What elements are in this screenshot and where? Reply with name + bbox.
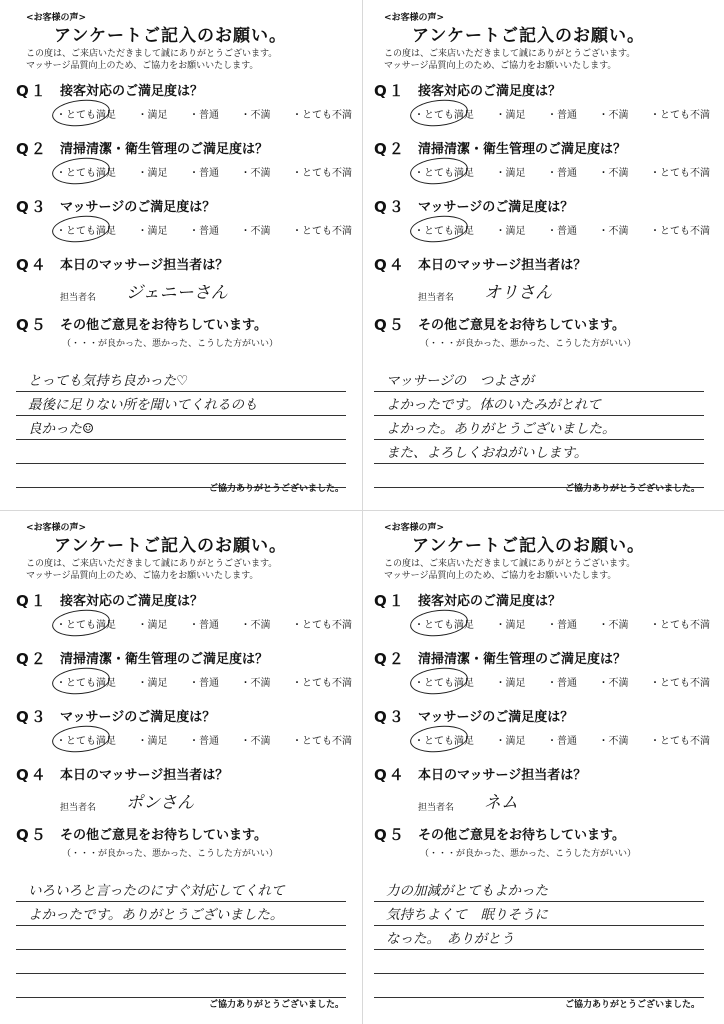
question-3	[16, 704, 356, 754]
rating-option[interactable]	[138, 674, 168, 689]
rating-option-label: ・満足	[495, 620, 526, 631]
rating-option-label: ・とても満足	[414, 110, 474, 121]
rating-option[interactable]	[292, 106, 352, 121]
rating-option[interactable]	[241, 106, 271, 121]
comment-line	[374, 974, 704, 998]
sheet-separator-vertical	[362, 0, 363, 1024]
rating-option-label: ・とても満足	[56, 736, 116, 747]
rating-option-label: ・満足	[137, 678, 168, 689]
selected-option-circle	[51, 607, 111, 639]
rating-options	[414, 732, 710, 747]
question-number: Q４	[374, 766, 406, 784]
rating-option[interactable]	[56, 106, 116, 121]
thank-you-note: ご協力ありがとうございました。	[208, 484, 344, 494]
rating-option[interactable]	[414, 164, 474, 179]
rating-option-label: ・とても不満	[292, 110, 352, 121]
question-number: Q１	[374, 592, 406, 610]
rating-option[interactable]	[650, 222, 710, 237]
rating-option[interactable]	[547, 106, 577, 121]
rating-option[interactable]	[189, 106, 219, 121]
comment-area[interactable]	[16, 878, 346, 998]
rating-option[interactable]	[292, 222, 352, 237]
question-text: 接客対応のご満足度は？	[60, 84, 204, 99]
comment-line	[374, 902, 704, 926]
question-text: 本日のマッサージ担当者は？	[418, 768, 587, 783]
rating-option-label: ・とても満足	[414, 620, 474, 631]
rating-option[interactable]	[496, 222, 526, 237]
thank-you-note: ご協力ありがとうございました。	[564, 484, 700, 494]
rating-option-label: ・満足	[495, 736, 526, 747]
question-4	[374, 252, 714, 312]
rating-option-label: ・とても満足	[56, 168, 116, 179]
question-number: Q２	[374, 650, 406, 668]
question-number: Q２	[16, 650, 48, 668]
staff-name-handwritten[interactable]: ネム	[484, 793, 518, 813]
rating-option[interactable]	[547, 616, 577, 631]
rating-option-label: ・とても満足	[414, 678, 474, 689]
rating-option-label: ・とても不満	[650, 168, 710, 179]
handwritten-comment: 気持ちよくて 眠りそうに	[386, 907, 548, 923]
comment-line	[374, 416, 704, 440]
question-3	[16, 194, 356, 244]
selected-option-circle	[51, 213, 111, 245]
rating-option-label: ・不満	[598, 226, 629, 237]
selected-option-circle	[409, 155, 469, 187]
handwritten-comment: よかったです。ありがとうございました。	[28, 907, 284, 923]
question-1	[374, 588, 714, 638]
question-text: 本日のマッサージ担当者は？	[60, 768, 229, 783]
question-text: その他ご意見をお待ちしています。	[60, 318, 267, 333]
rating-option-label: ・満足	[495, 168, 526, 179]
staff-name-label: 担当者名	[418, 803, 455, 813]
rating-option-label: ・満足	[137, 226, 168, 237]
rating-options	[56, 674, 352, 689]
intro-line: この度は、ご来店いただきまして誠にありがとうございます。	[26, 559, 278, 569]
survey-sheet	[8, 8, 360, 502]
rating-option-label: ・とても不満	[650, 736, 710, 747]
customer-voice-badge: <お客様の声>	[26, 523, 87, 533]
customer-voice-badge: <お客様の声>	[384, 13, 445, 23]
rating-option[interactable]	[496, 732, 526, 747]
survey-sheet	[366, 518, 716, 1018]
question-text: 清掃清潔・衛生管理のご満足度は？	[60, 142, 269, 157]
rating-option[interactable]	[414, 616, 474, 631]
rating-options	[56, 106, 352, 121]
rating-option-label: ・とても不満	[650, 226, 710, 237]
rating-option-label: ・とても不満	[650, 620, 710, 631]
question-number: Q３	[374, 708, 406, 726]
rating-option[interactable]	[496, 616, 526, 631]
question-text: 接客対応のご満足度は？	[418, 594, 562, 609]
staff-name-handwritten[interactable]: オリさん	[484, 283, 552, 303]
survey-title: アンケートご記入のお願い。	[54, 536, 287, 556]
rating-option[interactable]	[547, 164, 577, 179]
rating-option[interactable]	[138, 616, 168, 631]
rating-option[interactable]	[138, 732, 168, 747]
rating-option-label: ・満足	[495, 678, 526, 689]
question-2	[374, 646, 714, 696]
question-text: マッサージのご満足度は？	[418, 710, 574, 725]
question-text: その他ご意見をお待ちしています。	[418, 318, 625, 333]
question-1	[16, 588, 356, 638]
rating-option-label: ・とても満足	[56, 110, 116, 121]
rating-options	[414, 106, 710, 121]
rating-option-label: ・普通	[547, 168, 577, 179]
rating-option[interactable]	[496, 674, 526, 689]
rating-options	[414, 164, 710, 179]
rating-option-label: ・普通	[189, 736, 219, 747]
rating-option-label: ・満足	[495, 110, 526, 121]
handwritten-comment: よかった。ありがとうございました。	[386, 421, 616, 437]
rating-option-label: ・満足	[137, 620, 168, 631]
rating-option-label: ・普通	[547, 678, 577, 689]
comment-line	[374, 950, 704, 974]
question-text: 清掃清潔・衛生管理のご満足度は？	[418, 652, 627, 667]
rating-option-label: ・普通	[547, 620, 577, 631]
rating-options	[414, 616, 710, 631]
comment-area[interactable]	[374, 878, 704, 998]
question-3	[374, 194, 714, 244]
question-4	[16, 252, 356, 312]
rating-option[interactable]	[189, 164, 219, 179]
rating-option[interactable]	[599, 732, 629, 747]
question-text: マッサージのご満足度は？	[60, 710, 216, 725]
survey-intro	[26, 48, 277, 72]
rating-option[interactable]	[496, 106, 526, 121]
handwritten-comment: いろいろと言ったのにすぐ対応してくれて	[28, 883, 285, 899]
rating-option[interactable]	[56, 222, 116, 237]
question-number: Q３	[16, 708, 48, 726]
rating-option[interactable]	[189, 674, 219, 689]
question-number: Q５	[374, 826, 406, 844]
question-number: Q５	[16, 316, 48, 334]
comment-line	[374, 878, 704, 902]
survey-intro	[384, 48, 635, 72]
comment-line	[16, 878, 346, 902]
rating-options	[56, 732, 352, 747]
thank-you-note: ご協力ありがとうございました。	[208, 1000, 344, 1010]
selected-option-circle	[51, 665, 111, 697]
handwritten-comment: なった。 ありがとう	[386, 931, 515, 947]
staff-name-label: 担当者名	[60, 803, 97, 813]
question-text: 接客対応のご満足度は？	[418, 84, 562, 99]
rating-option-label: ・とても満足	[414, 168, 474, 179]
question-text: 本日のマッサージ担当者は？	[418, 258, 587, 273]
question-text: 清掃清潔・衛生管理のご満足度は？	[60, 652, 269, 667]
rating-option-label: ・とても満足	[56, 226, 116, 237]
survey-sheet	[366, 8, 716, 502]
rating-options	[414, 674, 710, 689]
thank-you-note: ご協力ありがとうございました。	[564, 1000, 700, 1010]
question-number: Q１	[16, 592, 48, 610]
rating-option[interactable]	[547, 732, 577, 747]
question-hint: （・・・が良かった、悪かった、こうした方がいい）	[62, 339, 279, 349]
rating-option[interactable]	[189, 732, 219, 747]
rating-option[interactable]	[650, 164, 710, 179]
rating-option-label: ・普通	[547, 226, 577, 237]
question-4	[16, 762, 356, 822]
rating-option[interactable]	[599, 164, 629, 179]
comment-line	[16, 368, 346, 392]
rating-option[interactable]	[650, 616, 710, 631]
rating-option[interactable]	[292, 616, 352, 631]
question-number: Q２	[16, 140, 48, 158]
intro-line: マッサージ品質向上のため、ご協力をお願いいたします。	[26, 571, 259, 581]
question-number: Q３	[374, 198, 406, 216]
rating-option[interactable]	[189, 616, 219, 631]
rating-option[interactable]	[414, 732, 474, 747]
rating-option-label: ・普通	[547, 736, 577, 747]
rating-option-label: ・とても満足	[56, 620, 116, 631]
staff-name-handwritten[interactable]: ジェニーさん	[126, 283, 228, 303]
survey-title: アンケートご記入のお願い。	[412, 26, 645, 46]
rating-option-label: ・普通	[189, 678, 219, 689]
selected-option-circle	[51, 155, 111, 187]
rating-option-label: ・とても満足	[414, 736, 474, 747]
rating-option-label: ・とても不満	[292, 620, 352, 631]
rating-option-label: ・とても不満	[650, 110, 710, 121]
rating-option-label: ・満足	[495, 226, 526, 237]
question-number: Q５	[16, 826, 48, 844]
rating-option[interactable]	[650, 674, 710, 689]
comment-line	[374, 368, 704, 392]
intro-line: この度は、ご来店いただきまして誠にありがとうございます。	[384, 559, 636, 569]
rating-option-label: ・不満	[598, 678, 629, 689]
rating-option-label: ・満足	[137, 168, 168, 179]
question-5	[374, 822, 714, 872]
question-number: Q４	[374, 256, 406, 274]
comment-line	[374, 392, 704, 416]
rating-option-label: ・とても満足	[414, 226, 474, 237]
intro-line: マッサージ品質向上のため、ご協力をお願いいたします。	[384, 571, 617, 581]
rating-option-label: ・満足	[137, 110, 168, 121]
rating-option[interactable]	[241, 674, 271, 689]
intro-line: マッサージ品質向上のため、ご協力をお願いいたします。	[26, 61, 259, 71]
rating-options	[56, 616, 352, 631]
rating-option[interactable]	[292, 732, 352, 747]
staff-name-label: 担当者名	[60, 293, 97, 303]
question-hint: （・・・が良かった、悪かった、こうした方がいい）	[420, 339, 637, 349]
rating-option[interactable]	[599, 674, 629, 689]
survey-title: アンケートご記入のお願い。	[412, 536, 645, 556]
question-4	[374, 762, 714, 822]
rating-option[interactable]	[241, 222, 271, 237]
handwritten-comment: とっても気持ち良かった♡	[28, 373, 189, 389]
question-text: 本日のマッサージ担当者は？	[60, 258, 229, 273]
question-number: Q４	[16, 256, 48, 274]
rating-option-label: ・普通	[189, 226, 219, 237]
rating-option-label: ・とても不満	[292, 678, 352, 689]
rating-option[interactable]	[292, 674, 352, 689]
handwritten-comment: また、よろしくおねがいします。	[386, 445, 588, 461]
comment-line	[374, 926, 704, 950]
comment-line	[16, 902, 346, 926]
rating-option[interactable]	[547, 674, 577, 689]
question-1	[374, 78, 714, 128]
rating-option[interactable]	[414, 222, 474, 237]
question-hint: （・・・が良かった、悪かった、こうした方がいい）	[420, 849, 637, 859]
question-number: Q２	[374, 140, 406, 158]
handwritten-comment: 良かった☺	[28, 421, 95, 437]
rating-option-label: ・満足	[137, 736, 168, 747]
rating-option[interactable]	[241, 732, 271, 747]
rating-option[interactable]	[241, 164, 271, 179]
question-text: マッサージのご満足度は？	[60, 200, 216, 215]
handwritten-comment: よかったです。体のいたみがとれて	[386, 397, 601, 413]
question-text: マッサージのご満足度は？	[418, 200, 574, 215]
selected-option-circle	[409, 213, 469, 245]
staff-name-label: 担当者名	[418, 293, 455, 303]
rating-option-label: ・不満	[598, 110, 629, 121]
intro-line: マッサージ品質向上のため、ご協力をお願いいたします。	[384, 61, 617, 71]
question-text: その他ご意見をお待ちしています。	[60, 828, 267, 843]
intro-line: この度は、ご来店いただきまして誠にありがとうございます。	[26, 49, 278, 59]
comment-line	[16, 440, 346, 464]
rating-option[interactable]	[292, 164, 352, 179]
question-5	[374, 312, 714, 362]
rating-option-label: ・不満	[240, 678, 271, 689]
rating-option-label: ・とても満足	[56, 678, 116, 689]
rating-option[interactable]	[56, 674, 116, 689]
question-text: 接客対応のご満足度は？	[60, 594, 204, 609]
rating-option[interactable]	[414, 674, 474, 689]
survey-title: アンケートご記入のお願い。	[54, 26, 287, 46]
question-number: Q３	[16, 198, 48, 216]
rating-option-label: ・とても不満	[292, 226, 352, 237]
question-number: Q４	[16, 766, 48, 784]
rating-option-label: ・不満	[598, 168, 629, 179]
comment-line	[16, 392, 346, 416]
customer-voice-badge: <お客様の声>	[384, 523, 445, 533]
question-text: 清掃清潔・衛生管理のご満足度は？	[418, 142, 627, 157]
rating-option[interactable]	[241, 616, 271, 631]
rating-option-label: ・普通	[189, 110, 219, 121]
comment-line	[16, 926, 346, 950]
rating-option[interactable]	[650, 732, 710, 747]
rating-option[interactable]	[56, 732, 116, 747]
comment-line	[16, 416, 346, 440]
comment-line	[16, 974, 346, 998]
rating-options	[56, 164, 352, 179]
rating-option-label: ・普通	[189, 168, 219, 179]
question-5	[16, 312, 356, 362]
handwritten-comment: 力の加減がとてもよかった	[386, 883, 548, 899]
survey-sheet	[8, 518, 360, 1018]
survey-intro	[384, 558, 635, 582]
question-2	[374, 136, 714, 186]
rating-option[interactable]	[496, 164, 526, 179]
rating-option[interactable]	[599, 616, 629, 631]
selected-option-circle	[409, 665, 469, 697]
rating-option[interactable]	[414, 106, 474, 121]
rating-option-label: ・とても不満	[650, 678, 710, 689]
survey-intro	[26, 558, 277, 582]
question-number: Q１	[16, 82, 48, 100]
question-3	[374, 704, 714, 754]
rating-option-label: ・不満	[598, 620, 629, 631]
rating-option[interactable]	[547, 222, 577, 237]
handwritten-comment: マッサージの つよさが	[386, 373, 534, 389]
rating-option[interactable]	[138, 106, 168, 121]
rating-option-label: ・とても不満	[292, 168, 352, 179]
intro-line: この度は、ご来店いただきまして誠にありがとうございます。	[384, 49, 636, 59]
handwritten-comment: 最後に足りない所を聞いてくれるのも	[28, 397, 258, 413]
sheet-separator-horizontal	[0, 510, 724, 511]
question-2	[16, 646, 356, 696]
rating-option-label: ・不満	[240, 620, 271, 631]
rating-option[interactable]	[56, 616, 116, 631]
selected-option-circle	[51, 97, 111, 129]
selected-option-circle	[409, 97, 469, 129]
customer-voice-badge: <お客様の声>	[26, 13, 87, 23]
rating-options	[56, 222, 352, 237]
question-number: Q１	[374, 82, 406, 100]
rating-option[interactable]	[56, 164, 116, 179]
rating-option-label: ・不満	[240, 110, 271, 121]
rating-option[interactable]	[650, 106, 710, 121]
rating-option[interactable]	[599, 106, 629, 121]
rating-option-label: ・不満	[240, 736, 271, 747]
rating-option-label: ・不満	[598, 736, 629, 747]
comment-line	[16, 950, 346, 974]
selected-option-circle	[51, 723, 111, 755]
rating-option[interactable]	[138, 222, 168, 237]
selected-option-circle	[409, 723, 469, 755]
rating-option[interactable]	[599, 222, 629, 237]
question-1	[16, 78, 356, 128]
rating-option-label: ・普通	[189, 620, 219, 631]
question-number: Q５	[374, 316, 406, 334]
rating-option-label: ・不満	[240, 226, 271, 237]
comment-line	[374, 440, 704, 464]
rating-option[interactable]	[138, 164, 168, 179]
question-2	[16, 136, 356, 186]
question-text: その他ご意見をお待ちしています。	[418, 828, 625, 843]
selected-option-circle	[409, 607, 469, 639]
staff-name-handwritten[interactable]: ポンさん	[126, 793, 194, 813]
rating-option-label: ・普通	[547, 110, 577, 121]
rating-option-label: ・不満	[240, 168, 271, 179]
comment-area[interactable]	[374, 368, 704, 488]
rating-option-label: ・とても不満	[292, 736, 352, 747]
rating-option[interactable]	[189, 222, 219, 237]
rating-options	[414, 222, 710, 237]
question-hint: （・・・が良かった、悪かった、こうした方がいい）	[62, 849, 279, 859]
question-5	[16, 822, 356, 872]
